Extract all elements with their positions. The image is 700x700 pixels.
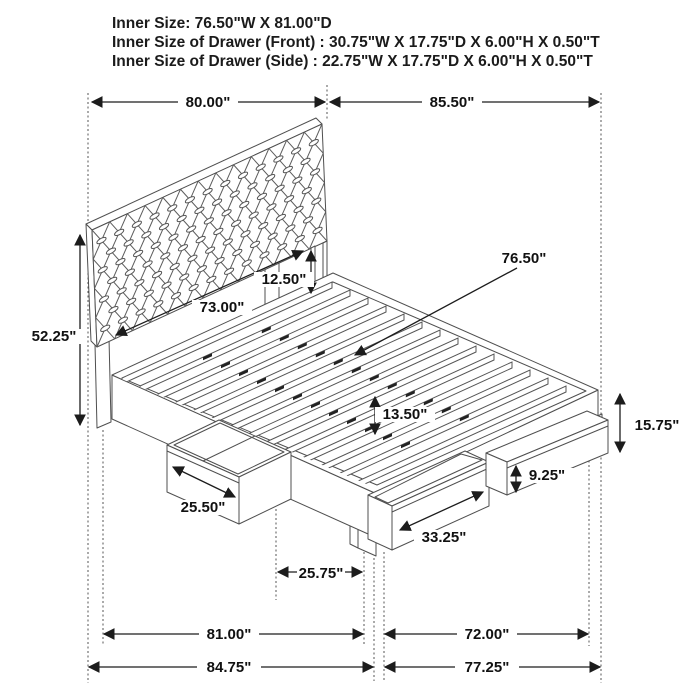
dim-headboard-gap: 12.50" — [261, 271, 307, 288]
dim-deck-clearance: 13.50" — [382, 406, 428, 423]
front-drawer-size-note: Inner Size of Drawer (Front) : 30.75"W X 17.75"D X 6.00"H X 0.50"T — [112, 34, 600, 51]
dim-headboard-width: 73.00" — [199, 299, 245, 316]
dim-slat-area-width: 76.50" — [501, 250, 547, 267]
dim-overall-width-head: 80.00" — [185, 94, 231, 111]
dim-frame-inner-length: 72.00" — [464, 626, 510, 643]
dim-frame-outer-length: 77.25" — [464, 659, 510, 676]
inner-size-note: Inner Size: 76.50"W X 81.00"D — [112, 15, 332, 32]
dim-drawer-face-height: 9.25" — [528, 467, 566, 484]
dim-base-height: 15.75" — [634, 417, 680, 434]
header-notes — [112, 15, 600, 70]
dim-frame-outer-width: 84.75" — [206, 659, 252, 676]
bed-drawing — [21, 91, 608, 556]
side-drawer-size-note: Inner Size of Drawer (Side) : 22.75"W X 17.75"D X 6.00"H X 0.50"T — [112, 53, 593, 70]
headboard-left-leg — [95, 338, 111, 428]
headboard-post — [323, 241, 327, 280]
dim-headboard-height: 52.25" — [31, 328, 77, 345]
dim-frame-inner-width: 81.00" — [206, 626, 252, 643]
dim-side-drawer-width: 25.50" — [180, 499, 226, 516]
dim-overall-length: 85.50" — [429, 94, 475, 111]
dim-side-drawer-offset: 25.75" — [298, 565, 344, 582]
dim-front-drawer-width: 33.25" — [421, 529, 467, 546]
